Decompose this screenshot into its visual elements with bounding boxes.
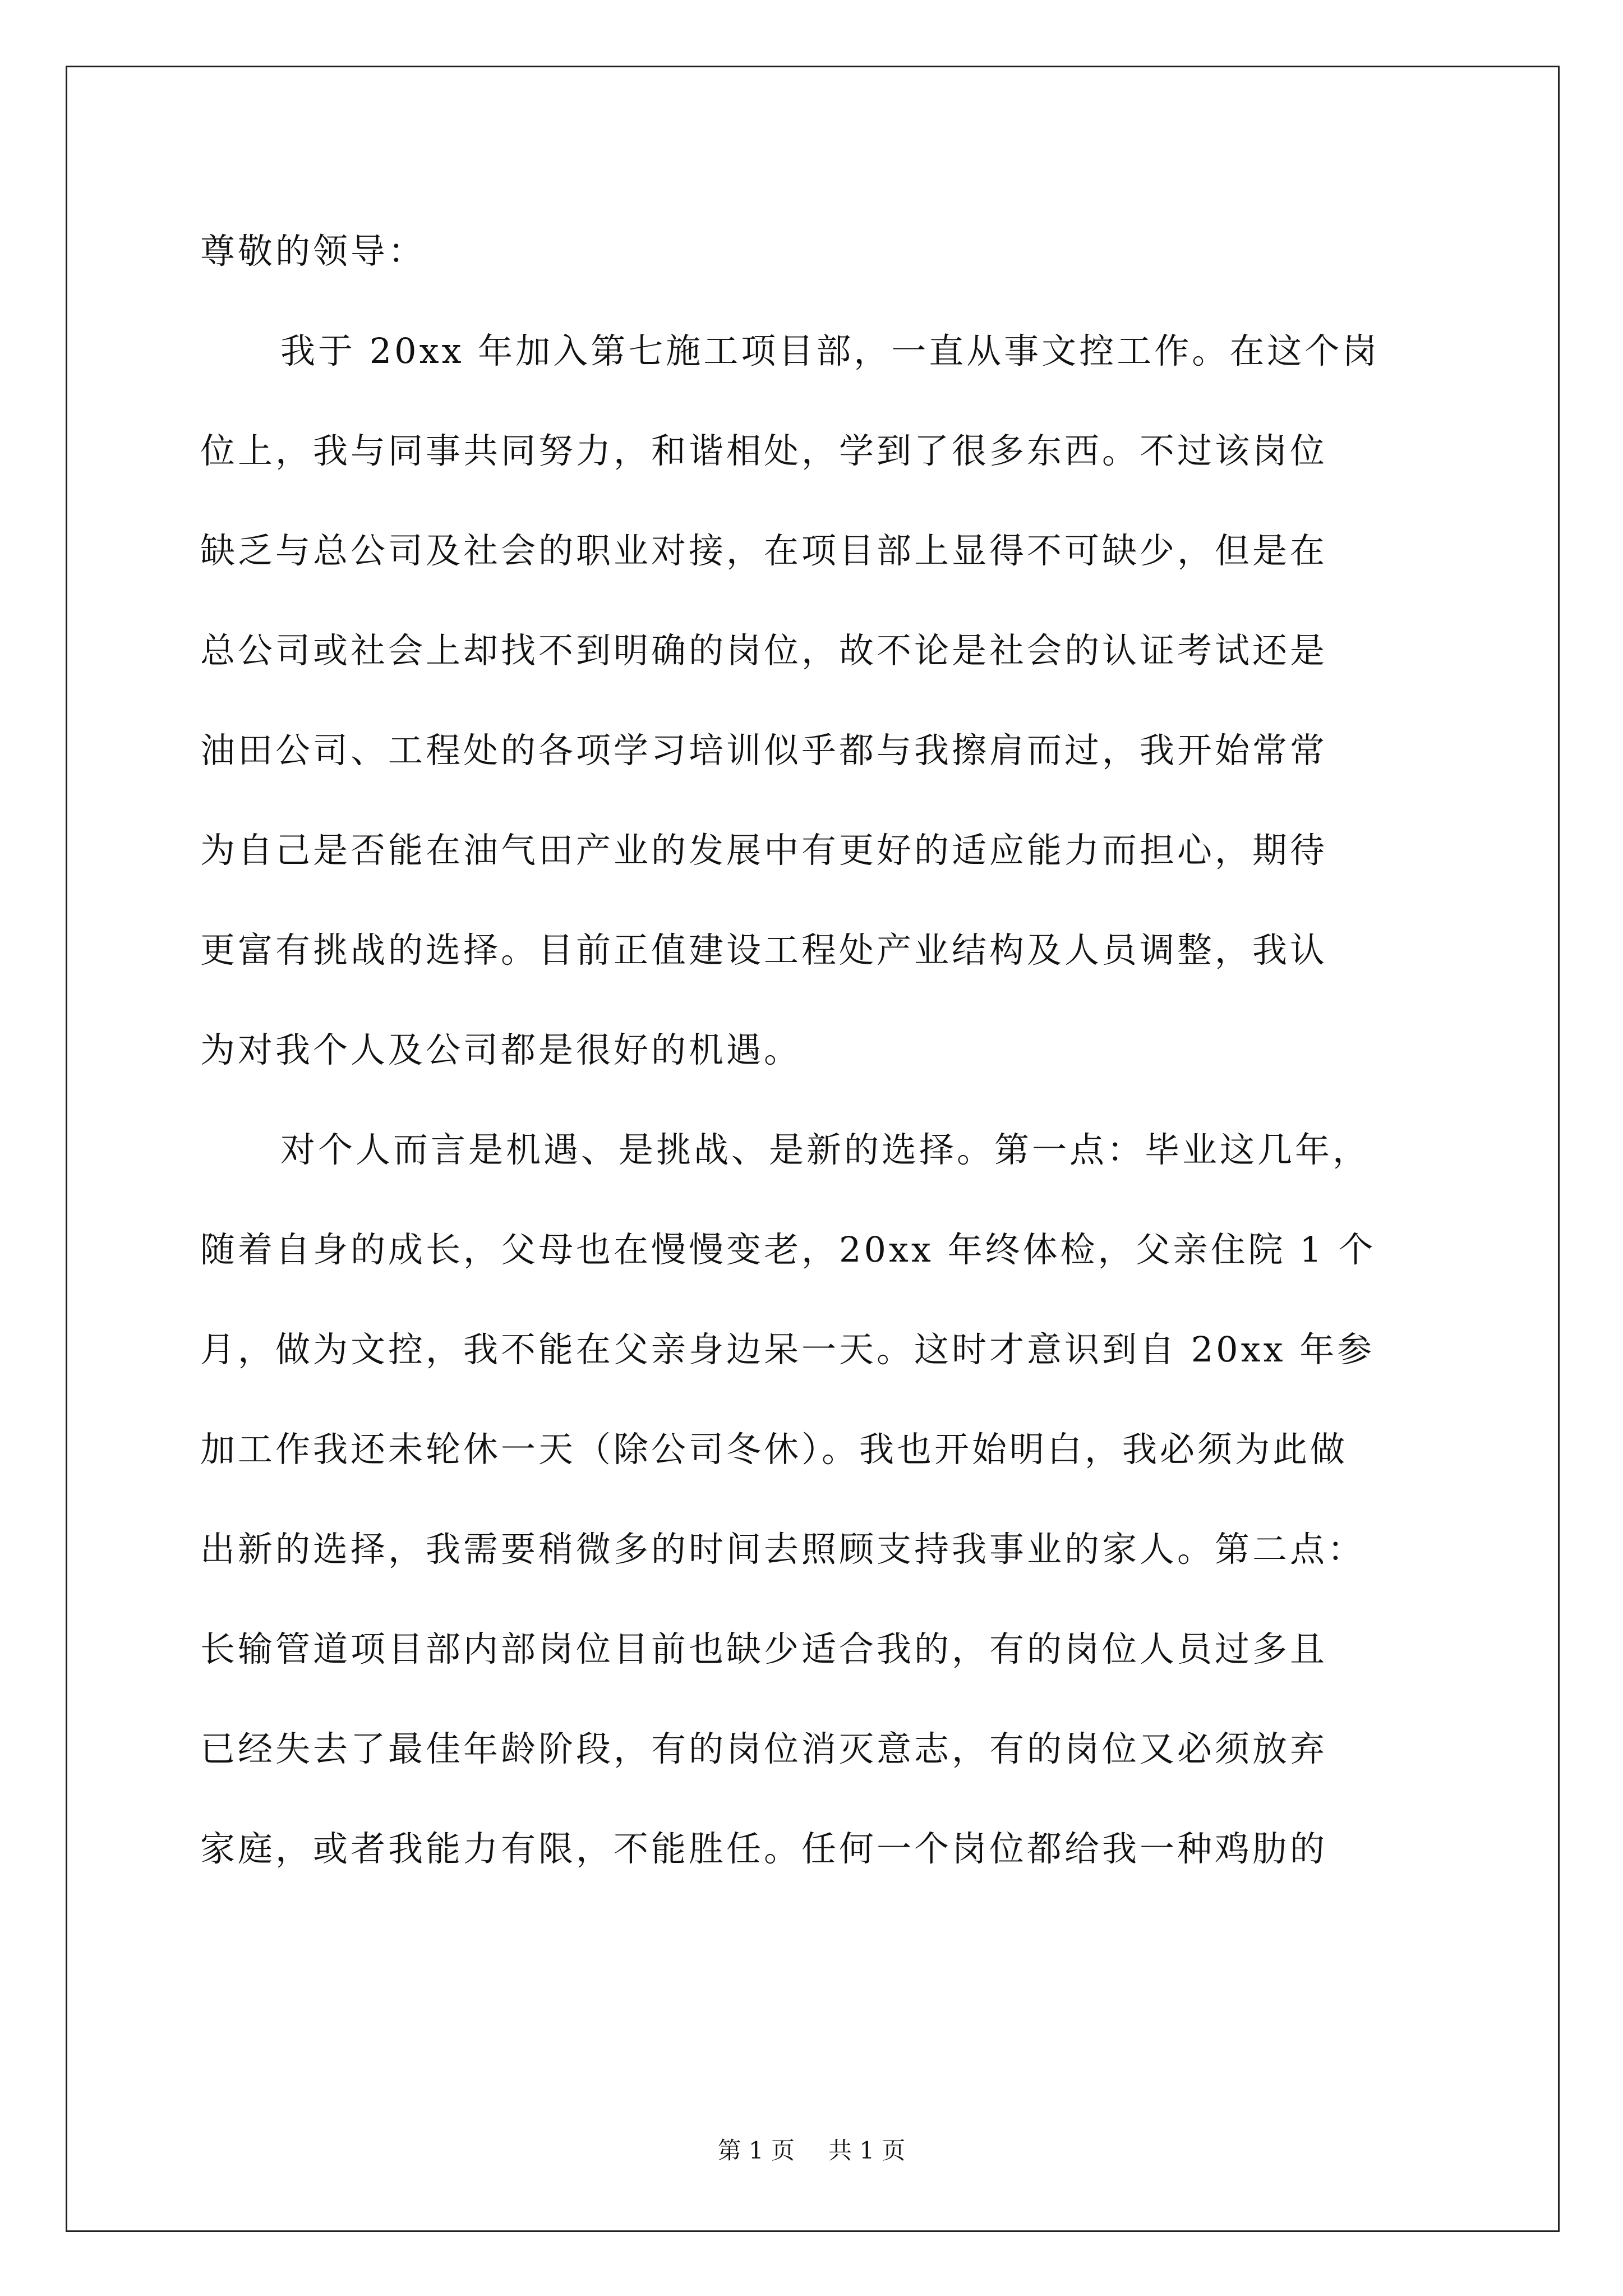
paragraph-1-line-2: 位上，我与同事共同努力，和谐相处，学到了很多东西。不过该岗位	[200, 430, 1328, 471]
paragraph-1-line-1: 我于 20xx 年加入第七施工项目部，一直从事文控工作。在这个岗	[280, 330, 1380, 371]
paragraph-2-line-3: 月，做为文控，我不能在父亲身边呆一天。这时才意识到自 20xx 年参	[200, 1329, 1375, 1370]
paragraph-1-line-5: 油田公司、工程处的各项学习培训似乎都与我擦肩而过，我开始常常	[200, 730, 1328, 771]
paragraph-2-line-5: 出新的选择，我需要稍微多的时间去照顾支持我事业的家人。第二点：	[200, 1529, 1366, 1570]
salutation: 尊敬的领导：	[200, 231, 426, 272]
page-footer	[0, 2139, 1623, 2162]
paragraph-2-line-8: 家庭，或者我能力有限，不能胜任。任何一个岗位都给我一种鸡肋的	[200, 1828, 1328, 1869]
paragraph-2-line-1: 对个人而言是机遇、是挑战、是新的选择。第一点：毕业这几年，	[280, 1129, 1371, 1170]
paragraph-2-line-4: 加工作我还未轮休一天（除公司冬休）。我也开始明白，我必须为此做	[200, 1429, 1348, 1470]
paragraph-1-line-6: 为自己是否能在油气田产业的发展中有更好的适应能力而担心，期待	[200, 830, 1328, 871]
paragraph-1-line-3: 缺乏与总公司及社会的职业对接，在项目部上显得不可缺少，但是在	[200, 530, 1328, 571]
paragraph-2-line-2: 随着自身的成长，父母也在慢慢变老，20xx 年终体检，父亲住院 1 个	[200, 1229, 1376, 1270]
paragraph-2-line-7: 已经失去了最佳年龄阶段，有的岗位消灭意志，有的岗位又必须放弃	[200, 1728, 1328, 1769]
paragraph-1-line-8: 为对我个人及公司都是很好的机遇。	[200, 1029, 802, 1070]
page-number: 第 1 页	[717, 2137, 795, 2164]
paragraph-1-line-4: 总公司或社会上却找不到明确的岗位，故不论是社会的认证考试还是	[200, 630, 1328, 671]
paragraph-1-line-7: 更富有挑战的选择。目前正值建设工程处产业结构及人员调整，我认	[200, 930, 1328, 970]
paragraph-2-line-6: 长输管道项目部内部岗位目前也缺少适合我的，有的岗位人员过多且	[200, 1628, 1328, 1669]
page-total: 共 1 页	[828, 2137, 906, 2164]
